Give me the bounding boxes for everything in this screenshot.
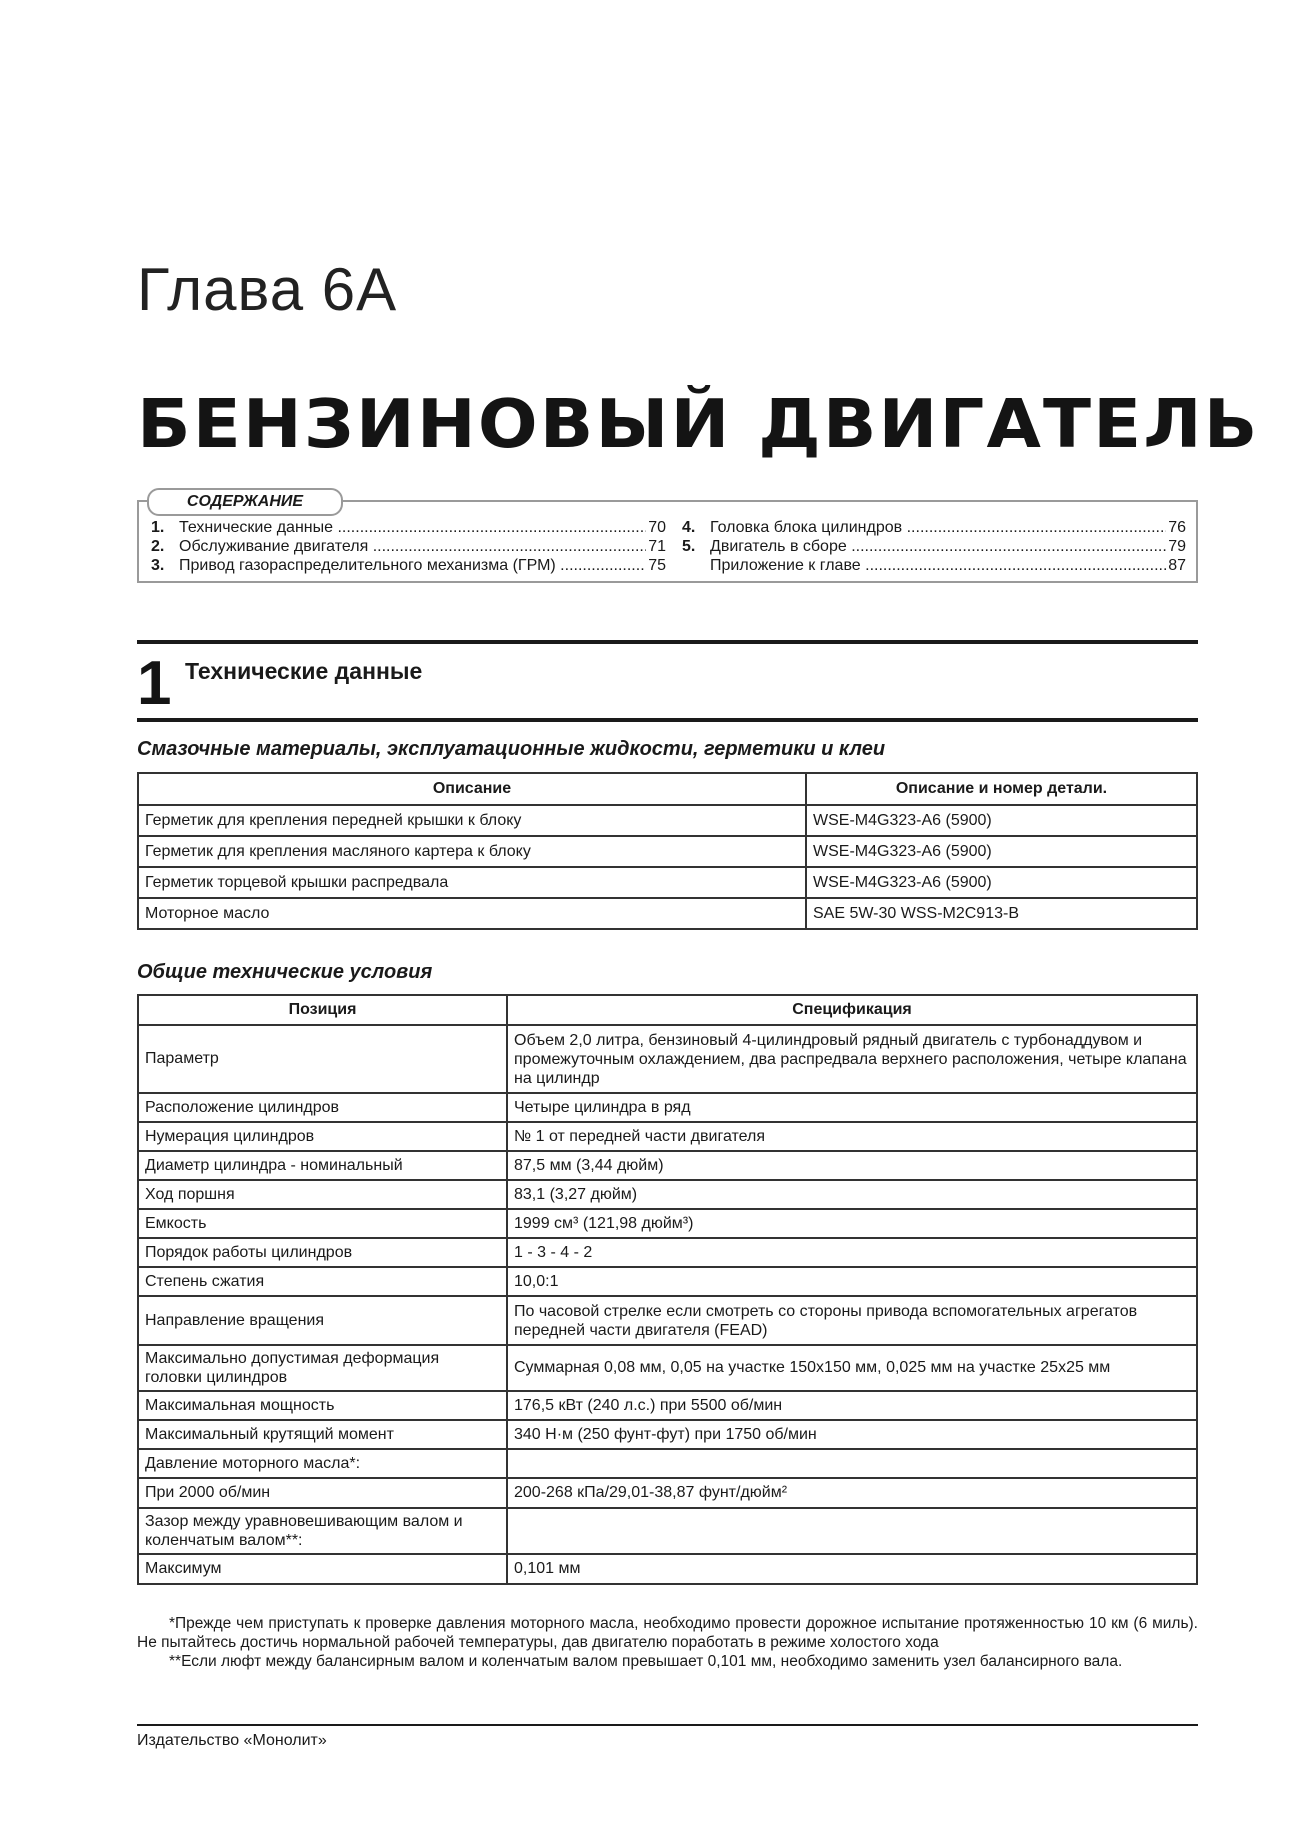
table-cell: При 2000 об/мин (138, 1478, 507, 1508)
column-header: Описание (138, 773, 806, 805)
toc-item[interactable] (682, 537, 1186, 557)
toc-item-title: Головка блока цилиндров ..... (710, 518, 1166, 538)
table-cell: Максимальный крутящий момент (138, 1420, 507, 1449)
toc-item-number: 1. (151, 519, 165, 536)
table-header-row (138, 773, 1197, 805)
toc-item[interactable] (151, 537, 666, 557)
table-cell: 1999 см³ (121,98 дюйм³) (507, 1209, 1197, 1238)
toc-item-number (682, 556, 710, 576)
table-row (138, 1151, 1197, 1180)
general-heading: Общие технические условия (137, 961, 433, 983)
table-row (138, 1345, 1197, 1391)
chapter-label: Глава 6А (137, 256, 398, 323)
table-row (138, 1267, 1197, 1296)
table-cell: № 1 от передней части двигателя (507, 1122, 1197, 1151)
page-title: БЕНЗИНОВЫЙ ДВИГАТЕЛЬ (137, 385, 1260, 463)
table-row (138, 1093, 1197, 1122)
column-header: Позиция (138, 995, 507, 1025)
section-rule-top (137, 640, 1198, 644)
toc-item-page: 70 (648, 519, 666, 536)
table-cell: 10,0:1 (507, 1267, 1197, 1296)
table-cell: Максимальная мощность (138, 1391, 507, 1420)
general-specs-table (137, 994, 1198, 1585)
table-row (138, 805, 1197, 836)
footer-rule (137, 1724, 1198, 1726)
table-cell: Ход поршня (138, 1180, 507, 1209)
table-cell: 1 - 3 - 4 - 2 (507, 1238, 1197, 1267)
toc-item-number: 3. (151, 557, 165, 574)
table-cell: 200-268 кПа/29,01-38,87 фунт/дюйм² (507, 1478, 1197, 1508)
toc-item-title: Двигатель в сборе ..... (710, 537, 1166, 557)
table-cell (507, 1508, 1197, 1554)
footnotes (137, 1614, 1198, 1671)
toc-item-page: 79 (1168, 538, 1186, 555)
table-cell (507, 1449, 1197, 1478)
section-number: 1 (137, 649, 172, 718)
section-title: Технические данные (185, 658, 423, 684)
table-row (138, 1391, 1197, 1420)
table-cell: Зазор между уравновешивающим валом и коленчатым валом**: (138, 1508, 507, 1554)
table-cell: 87,5 мм (3,44 дюйм) (507, 1151, 1197, 1180)
table-cell: WSE-M4G323-A6 (5900) (806, 867, 1197, 898)
table-cell: WSE-M4G323-A6 (5900) (806, 805, 1197, 836)
table-cell: Параметр (138, 1025, 507, 1093)
table-row (138, 1025, 1197, 1093)
table-cell: Моторное масло (138, 898, 806, 929)
toc-item[interactable] (682, 518, 1186, 538)
table-row (138, 1122, 1197, 1151)
toc-item[interactable] (151, 556, 666, 576)
column-header: Описание и номер детали. (806, 773, 1197, 805)
table-cell: 176,5 кВт (240 л.с.) при 5500 об/мин (507, 1391, 1197, 1420)
section-rule-bottom (137, 718, 1198, 722)
table-cell: Герметик для крепления масляного картера к блоку (138, 836, 806, 867)
table-row (138, 1449, 1197, 1478)
lubricants-table (137, 772, 1198, 930)
table-cell: Расположение цилиндров (138, 1093, 507, 1122)
footnote: *Прежде чем приступать к проверке давления моторного масла, необходимо провести дорожное испытание протяженностью 10 км (6 миль). Не пытайтесь достичь нормальной рабочей температуры, дав двигателю поработать в режиме холостого хода (137, 1615, 1198, 1651)
table-row (138, 1478, 1197, 1508)
toc-item-page: 76 (1168, 519, 1186, 536)
table-cell: Нумерация цилиндров (138, 1122, 507, 1151)
table-cell: 0,101 мм (507, 1554, 1197, 1584)
table-cell: Диаметр цилиндра - номинальный (138, 1151, 507, 1180)
table-cell: 340 Н·м (250 фунт-фут) при 1750 об/мин (507, 1420, 1197, 1449)
table-row (138, 1238, 1197, 1267)
table-row (138, 1180, 1197, 1209)
table-row (138, 1209, 1197, 1238)
toc-item-page: 75 (648, 557, 666, 574)
table-cell: Максимально допустимая деформация головки цилиндров (138, 1345, 507, 1391)
table-row (138, 1508, 1197, 1554)
table-cell: Направление вращения (138, 1296, 507, 1345)
toc-item-number: 4. (682, 519, 696, 536)
toc-item-page: 71 (648, 538, 666, 555)
table-cell: Объем 2,0 литра, бензиновый 4-цилиндровый рядный двигатель с турбонаддувом и промежуточным охлаждением, два распредвала верхнего расположения, четыре клапана на цилиндр (507, 1025, 1197, 1093)
toc-item[interactable] (151, 518, 666, 538)
table-row (138, 1554, 1197, 1584)
table-cell: Четыре цилиндра в ряд (507, 1093, 1197, 1122)
table-row (138, 898, 1197, 929)
table-row (138, 1296, 1197, 1345)
toc-item[interactable] (682, 556, 1186, 576)
footnote: **Если люфт между балансирным валом и коленчатым валом превышает 0,101 мм, необходимо заменить узел балансирного вала. (169, 1653, 1123, 1670)
toc-item-number: 5. (682, 538, 696, 555)
table-cell: 83,1 (3,27 дюйм) (507, 1180, 1197, 1209)
table-cell: Давление моторного масла*: (138, 1449, 507, 1478)
table-cell: По часовой стрелке если смотреть со стороны привода вспомогательных агрегатов передней части двигателя (FEAD) (507, 1296, 1197, 1345)
table-cell: Герметик для крепления передней крышки к блоку (138, 805, 806, 836)
table-cell: Емкость (138, 1209, 507, 1238)
lubricants-heading: Смазочные материалы, эксплуатационные жидкости, герметики и клеи (137, 738, 886, 760)
table-row (138, 867, 1197, 898)
toc-item-title: Технические данные ..... (179, 518, 646, 538)
table-row (138, 1420, 1197, 1449)
table-cell: WSE-M4G323-A6 (5900) (806, 836, 1197, 867)
toc-item-number: 2. (151, 538, 165, 555)
table-cell: SAE 5W-30 WSS-M2C913-B (806, 898, 1197, 929)
table-cell: Степень сжатия (138, 1267, 507, 1296)
table-cell: Максимум (138, 1554, 507, 1584)
table-header-row (138, 995, 1197, 1025)
contents-heading: СОДЕРЖАНИЕ (147, 488, 343, 516)
column-header: Спецификация (507, 995, 1197, 1025)
toc-item-title: Обслуживание двигателя ..... (179, 537, 646, 557)
table-cell: Порядок работы цилиндров (138, 1238, 507, 1267)
publisher-label: Издательство «Монолит» (137, 1732, 327, 1749)
table-cell: Герметик торцевой крышки распредвала (138, 867, 806, 898)
toc-item-title: Привод газораспределительного механизма (ГРМ) ..... (179, 556, 646, 576)
toc-item-page: 87 (1168, 557, 1186, 574)
toc-item-title: Приложение к главе ..... (710, 556, 1166, 576)
table-cell: Суммарная 0,08 мм, 0,05 на участке 150х150 мм, 0,025 мм на участке 25х25 мм (507, 1345, 1197, 1391)
table-row (138, 836, 1197, 867)
